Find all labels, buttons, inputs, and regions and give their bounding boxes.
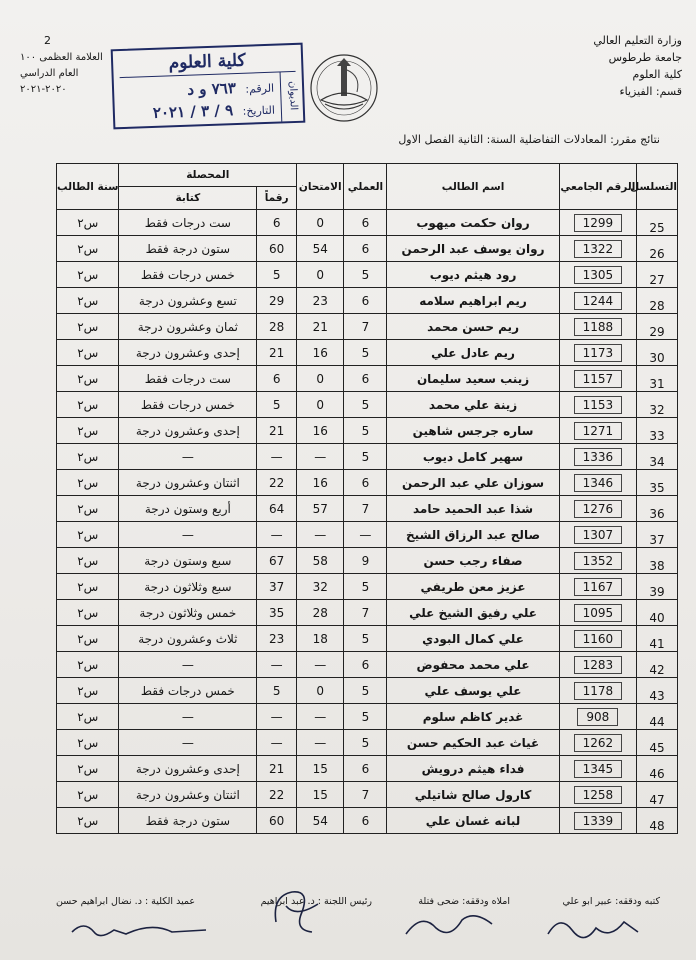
cell-total-words: إحدى وعشرون درجة bbox=[119, 756, 257, 782]
cell-student-year: س٢ bbox=[57, 808, 119, 834]
cell-student-id bbox=[559, 470, 636, 496]
cell-student-name: عزيز معن طريفي bbox=[387, 574, 559, 600]
footer-dictated-by: املاه ودققه: ضحى فتلة bbox=[418, 896, 510, 907]
table-row bbox=[57, 730, 678, 756]
cell-student-year: س٢ bbox=[57, 288, 119, 314]
academic-year: العام الدراسي ٢٠٢٠-٢٠٢١ bbox=[20, 68, 79, 95]
cell-exam: 16 bbox=[297, 340, 344, 366]
col-total-num: رقماً bbox=[257, 187, 297, 210]
table-row bbox=[57, 392, 678, 418]
cell-total-num: — bbox=[257, 652, 297, 678]
table-row bbox=[57, 496, 678, 522]
cell-student-id bbox=[559, 262, 636, 288]
cell-practical: 9 bbox=[344, 548, 387, 574]
stamp-date-value: ٩ / ٣ / ٢٠٢١ bbox=[152, 101, 234, 122]
cell-practical: 5 bbox=[344, 704, 387, 730]
cell-total-words: — bbox=[119, 522, 257, 548]
cell-total-num: 5 bbox=[257, 678, 297, 704]
cell-student-name: صفاء رجب حسن bbox=[387, 548, 559, 574]
table-row bbox=[57, 314, 678, 340]
cell-total-num: — bbox=[257, 704, 297, 730]
cell-student-year: س٢ bbox=[57, 210, 119, 236]
cell-exam: 54 bbox=[297, 236, 344, 262]
cell-exam: — bbox=[297, 652, 344, 678]
cell-student-id bbox=[559, 652, 636, 678]
cell-total-words: إحدى وعشرون درجة bbox=[119, 340, 257, 366]
cell-practical: 6 bbox=[344, 756, 387, 782]
cell-serial: 41 bbox=[637, 626, 678, 652]
cell-serial: 39 bbox=[637, 574, 678, 600]
table-row bbox=[57, 288, 678, 314]
cell-total-words: سبع وثلاثون درجة bbox=[119, 574, 257, 600]
table-row bbox=[57, 418, 678, 444]
student-id-box: 908 bbox=[577, 708, 618, 726]
cell-serial: 47 bbox=[637, 782, 678, 808]
cell-exam: 21 bbox=[297, 314, 344, 340]
cell-exam: 16 bbox=[297, 418, 344, 444]
cell-total-words: — bbox=[119, 730, 257, 756]
student-id-box: 1258 bbox=[574, 786, 623, 804]
cell-student-name: شذا عبد الحميد حامد bbox=[387, 496, 559, 522]
cell-exam: 16 bbox=[297, 470, 344, 496]
signature-dictator-icon bbox=[396, 906, 506, 942]
student-id-box: 1244 bbox=[574, 292, 623, 310]
cell-serial: 30 bbox=[637, 340, 678, 366]
cell-student-id bbox=[559, 756, 636, 782]
cell-practical: 5 bbox=[344, 444, 387, 470]
cell-serial: 40 bbox=[637, 600, 678, 626]
cell-total-words: خمس وثلاثون درجة bbox=[119, 600, 257, 626]
cell-student-id bbox=[559, 340, 636, 366]
student-id-box: 1157 bbox=[574, 370, 623, 388]
cell-student-id bbox=[559, 418, 636, 444]
cell-practical: 7 bbox=[344, 782, 387, 808]
cell-serial: 34 bbox=[637, 444, 678, 470]
cell-serial: 45 bbox=[637, 730, 678, 756]
student-id-box: 1305 bbox=[574, 266, 623, 284]
table-row bbox=[57, 210, 678, 236]
cell-student-id bbox=[559, 366, 636, 392]
student-id-box: 1173 bbox=[574, 344, 623, 362]
cell-total-num: 21 bbox=[257, 756, 297, 782]
cell-student-name: ريم حسن محمد bbox=[387, 314, 559, 340]
cell-serial: 25 bbox=[637, 210, 678, 236]
cell-student-id bbox=[559, 236, 636, 262]
cell-exam: 32 bbox=[297, 574, 344, 600]
cell-total-words: اثنتان وعشرون درجة bbox=[119, 470, 257, 496]
cell-student-id bbox=[559, 626, 636, 652]
col-student-year: سنة الطالب bbox=[57, 164, 119, 210]
cell-student-name: علي محمد محفوض bbox=[387, 652, 559, 678]
cell-student-year: س٢ bbox=[57, 704, 119, 730]
institution-header bbox=[532, 32, 682, 100]
cell-student-name: زينة علي محمد bbox=[387, 392, 559, 418]
cell-exam: 23 bbox=[297, 288, 344, 314]
cell-exam: — bbox=[297, 444, 344, 470]
cell-student-id bbox=[559, 288, 636, 314]
cell-exam: 15 bbox=[297, 756, 344, 782]
student-id-box: 1339 bbox=[574, 812, 623, 830]
cell-total-num: 6 bbox=[257, 210, 297, 236]
cell-total-num: 23 bbox=[257, 626, 297, 652]
cell-practical: 6 bbox=[344, 366, 387, 392]
cell-student-name: سهير كامل ديوب bbox=[387, 444, 559, 470]
table-row bbox=[57, 236, 678, 262]
exam-info bbox=[20, 32, 116, 98]
cell-exam: 15 bbox=[297, 782, 344, 808]
cell-total-words: خمس درجات فقط bbox=[119, 262, 257, 288]
footer-committee-head: رئيس اللجنة : د. عبد ابراهيم bbox=[260, 896, 372, 907]
student-id-box: 1178 bbox=[574, 682, 623, 700]
cell-student-name: فداء هيثم درويش bbox=[387, 756, 559, 782]
table-row bbox=[57, 548, 678, 574]
cell-exam: 28 bbox=[297, 600, 344, 626]
cell-student-year: س٢ bbox=[57, 548, 119, 574]
cell-practical: 5 bbox=[344, 262, 387, 288]
cell-student-id bbox=[559, 730, 636, 756]
cell-serial: 35 bbox=[637, 470, 678, 496]
cell-exam: 54 bbox=[297, 808, 344, 834]
cell-total-num: 60 bbox=[257, 236, 297, 262]
department-name: قسم: الفيزياء bbox=[619, 85, 682, 98]
stamp-side-label: الديوان bbox=[280, 71, 305, 122]
signature-committee-icon bbox=[262, 882, 332, 942]
cell-practical: 5 bbox=[344, 392, 387, 418]
cell-student-name: ريم ابراهيم سلامه bbox=[387, 288, 559, 314]
cell-total-words: خمس درجات فقط bbox=[119, 392, 257, 418]
student-id-box: 1307 bbox=[574, 526, 623, 544]
cell-total-words: ست درجات فقط bbox=[119, 366, 257, 392]
registry-stamp bbox=[111, 43, 306, 130]
cell-student-name: سوزان علي عبد الرحمن bbox=[387, 470, 559, 496]
student-id-box: 1322 bbox=[574, 240, 623, 258]
cell-exam: — bbox=[297, 522, 344, 548]
cell-practical: 5 bbox=[344, 574, 387, 600]
student-id-box: 1188 bbox=[574, 318, 623, 336]
cell-student-id bbox=[559, 444, 636, 470]
cell-student-name: ريم عادل علي bbox=[387, 340, 559, 366]
cell-student-id bbox=[559, 782, 636, 808]
stamp-number-value: ٧٦٣ و د bbox=[186, 79, 237, 99]
cell-student-year: س٢ bbox=[57, 756, 119, 782]
cell-serial: 43 bbox=[637, 678, 678, 704]
stamp-title: كلية العلوم bbox=[119, 47, 296, 78]
cell-serial: 33 bbox=[637, 418, 678, 444]
cell-total-num: 60 bbox=[257, 808, 297, 834]
cell-total-num: — bbox=[257, 444, 297, 470]
cell-student-year: س٢ bbox=[57, 366, 119, 392]
max-grade: العلامة العظمى ١٠٠ bbox=[20, 52, 103, 63]
table-row bbox=[57, 470, 678, 496]
cell-total-num: 67 bbox=[257, 548, 297, 574]
cell-exam: 57 bbox=[297, 496, 344, 522]
cell-total-num: — bbox=[257, 730, 297, 756]
cell-practical: 5 bbox=[344, 340, 387, 366]
cell-student-year: س٢ bbox=[57, 418, 119, 444]
university-logo-icon bbox=[301, 52, 387, 124]
cell-student-name: غياث عبد الحكيم حسن bbox=[387, 730, 559, 756]
cell-total-words: إحدى وعشرون درجة bbox=[119, 418, 257, 444]
cell-total-words: ثلاث وعشرون درجة bbox=[119, 626, 257, 652]
cell-total-num: 5 bbox=[257, 262, 297, 288]
student-id-box: 1345 bbox=[574, 760, 623, 778]
cell-exam: 0 bbox=[297, 392, 344, 418]
student-id-box: 1276 bbox=[574, 500, 623, 518]
cell-student-id bbox=[559, 522, 636, 548]
stamp-date-row bbox=[123, 100, 276, 123]
cell-exam: 58 bbox=[297, 548, 344, 574]
cell-student-name: روان حكمت ميهوب bbox=[387, 210, 559, 236]
cell-student-year: س٢ bbox=[57, 678, 119, 704]
cell-practical: 7 bbox=[344, 314, 387, 340]
col-exam: الامتحان bbox=[297, 164, 344, 210]
cell-practical: 6 bbox=[344, 236, 387, 262]
student-id-box: 1262 bbox=[574, 734, 623, 752]
cell-student-year: س٢ bbox=[57, 496, 119, 522]
table-row bbox=[57, 756, 678, 782]
table-header-row bbox=[57, 164, 678, 187]
col-student-id: الرقم الجامعي bbox=[559, 164, 636, 210]
cell-student-id bbox=[559, 496, 636, 522]
cell-total-words: — bbox=[119, 444, 257, 470]
student-id-box: 1299 bbox=[574, 214, 623, 232]
cell-serial: 48 bbox=[637, 808, 678, 834]
student-id-box: 1336 bbox=[574, 448, 623, 466]
cell-total-num: 6 bbox=[257, 366, 297, 392]
col-total: المحصلة bbox=[119, 164, 297, 187]
cell-student-name: كارول صالح شاتيلي bbox=[387, 782, 559, 808]
cell-student-year: س٢ bbox=[57, 470, 119, 496]
cell-student-id bbox=[559, 392, 636, 418]
cell-total-num: 5 bbox=[257, 392, 297, 418]
student-id-box: 1346 bbox=[574, 474, 623, 492]
cell-serial: 28 bbox=[637, 288, 678, 314]
cell-student-year: س٢ bbox=[57, 262, 119, 288]
cell-practical: 7 bbox=[344, 600, 387, 626]
cell-student-year: س٢ bbox=[57, 444, 119, 470]
cell-exam: 0 bbox=[297, 366, 344, 392]
cell-total-words: تسع وعشرون درجة bbox=[119, 288, 257, 314]
cell-serial: 27 bbox=[637, 262, 678, 288]
cell-total-num: 29 bbox=[257, 288, 297, 314]
cell-practical: — bbox=[344, 522, 387, 548]
cell-student-year: س٢ bbox=[57, 782, 119, 808]
cell-student-year: س٢ bbox=[57, 522, 119, 548]
cell-total-num: 35 bbox=[257, 600, 297, 626]
cell-practical: 6 bbox=[344, 652, 387, 678]
table-row bbox=[57, 444, 678, 470]
cell-serial: 26 bbox=[637, 236, 678, 262]
cell-student-name: لبانه غسان علي bbox=[387, 808, 559, 834]
cell-student-name: روان يوسف عبد الرحمن bbox=[387, 236, 559, 262]
university-name: جامعة طرطوس bbox=[608, 51, 682, 64]
table-row bbox=[57, 366, 678, 392]
table-row bbox=[57, 704, 678, 730]
cell-total-num: 64 bbox=[257, 496, 297, 522]
ministry-name: وزارة التعليم العالي bbox=[593, 34, 682, 47]
footer-dean: عميد الكلية : د. نضال ابراهيم حسن bbox=[56, 896, 196, 907]
cell-serial: 46 bbox=[637, 756, 678, 782]
cell-exam: — bbox=[297, 730, 344, 756]
cell-practical: 5 bbox=[344, 626, 387, 652]
cell-student-name: ساره جرجس شاهين bbox=[387, 418, 559, 444]
cell-practical: 6 bbox=[344, 288, 387, 314]
cell-total-words: اثنتان وعشرون درجة bbox=[119, 782, 257, 808]
cell-practical: 6 bbox=[344, 210, 387, 236]
cell-total-words: ثمان وعشرون درجة bbox=[119, 314, 257, 340]
table-row bbox=[57, 678, 678, 704]
table-row bbox=[57, 262, 678, 288]
cell-student-year: س٢ bbox=[57, 574, 119, 600]
cell-total-words: ستون درجة فقط bbox=[119, 236, 257, 262]
cell-practical: 6 bbox=[344, 808, 387, 834]
cell-total-num: 21 bbox=[257, 340, 297, 366]
signature-writer-icon bbox=[540, 910, 650, 944]
cell-student-id bbox=[559, 210, 636, 236]
student-id-box: 1283 bbox=[574, 656, 623, 674]
cell-student-year: س٢ bbox=[57, 392, 119, 418]
cell-serial: 37 bbox=[637, 522, 678, 548]
student-id-box: 1095 bbox=[574, 604, 623, 622]
cell-serial: 44 bbox=[637, 704, 678, 730]
table-row bbox=[57, 340, 678, 366]
cell-student-id bbox=[559, 808, 636, 834]
cell-serial: 31 bbox=[637, 366, 678, 392]
cell-student-name: رود هيثم ديوب bbox=[387, 262, 559, 288]
cell-student-year: س٢ bbox=[57, 600, 119, 626]
col-total-words: كتابة bbox=[119, 187, 257, 210]
cell-student-id bbox=[559, 574, 636, 600]
cell-total-words: أربع وستون درجة bbox=[119, 496, 257, 522]
cell-student-name: علي رفيق الشيخ علي bbox=[387, 600, 559, 626]
cell-serial: 29 bbox=[637, 314, 678, 340]
table-row bbox=[57, 600, 678, 626]
cell-practical: 5 bbox=[344, 418, 387, 444]
student-id-box: 1160 bbox=[574, 630, 623, 648]
col-serial: التسلسل bbox=[637, 164, 678, 210]
cell-total-num: 22 bbox=[257, 782, 297, 808]
cell-student-name: غدير كاظم سلوم bbox=[387, 704, 559, 730]
cell-student-year: س٢ bbox=[57, 236, 119, 262]
table-body bbox=[57, 210, 678, 834]
cell-serial: 32 bbox=[637, 392, 678, 418]
cell-student-id bbox=[559, 678, 636, 704]
stamp-number-label: الرقم: bbox=[245, 81, 275, 96]
cell-exam: 0 bbox=[297, 210, 344, 236]
cell-total-num: 22 bbox=[257, 470, 297, 496]
footer-written-by: كتبه ودققه: عبير ابو علي bbox=[562, 896, 660, 907]
table-row bbox=[57, 626, 678, 652]
stamp-number-row bbox=[122, 78, 275, 101]
cell-total-num: 21 bbox=[257, 418, 297, 444]
cell-total-words: ستون درجة فقط bbox=[119, 808, 257, 834]
cell-student-id bbox=[559, 704, 636, 730]
student-id-box: 1167 bbox=[574, 578, 623, 596]
table-row bbox=[57, 782, 678, 808]
cell-student-name: زينب سعيد سليمان bbox=[387, 366, 559, 392]
cell-practical: 7 bbox=[344, 496, 387, 522]
cell-total-words: خمس درجات فقط bbox=[119, 678, 257, 704]
cell-student-id bbox=[559, 314, 636, 340]
cell-serial: 38 bbox=[637, 548, 678, 574]
cell-exam: 0 bbox=[297, 678, 344, 704]
cell-total-num: 37 bbox=[257, 574, 297, 600]
cell-student-id bbox=[559, 548, 636, 574]
cell-serial: 36 bbox=[637, 496, 678, 522]
cell-total-words: ست درجات فقط bbox=[119, 210, 257, 236]
cell-student-id bbox=[559, 600, 636, 626]
course-title-line: نتائج مقرر: المعادلات التفاضلية السنة: الثانية الفصل الاول bbox=[398, 133, 660, 146]
cell-exam: — bbox=[297, 704, 344, 730]
cell-total-num: 28 bbox=[257, 314, 297, 340]
cell-practical: 6 bbox=[344, 470, 387, 496]
table-row bbox=[57, 522, 678, 548]
cell-total-num: — bbox=[257, 522, 297, 548]
cell-student-year: س٢ bbox=[57, 730, 119, 756]
cell-student-name: علي يوسف علي bbox=[387, 678, 559, 704]
student-id-box: 1153 bbox=[574, 396, 623, 414]
cell-total-words: — bbox=[119, 704, 257, 730]
col-student-name: اسم الطالب bbox=[387, 164, 559, 210]
page-number: 2 bbox=[44, 34, 51, 47]
cell-exam: 0 bbox=[297, 262, 344, 288]
grades-table bbox=[56, 163, 678, 834]
cell-serial: 42 bbox=[637, 652, 678, 678]
cell-student-year: س٢ bbox=[57, 652, 119, 678]
cell-practical: 5 bbox=[344, 678, 387, 704]
table-row bbox=[57, 808, 678, 834]
college-name: كلية العلوم bbox=[632, 68, 682, 81]
table-row bbox=[57, 574, 678, 600]
cell-student-name: علي كمال البودي bbox=[387, 626, 559, 652]
stamp-date-label: التاريخ: bbox=[242, 103, 276, 118]
cell-total-words: — bbox=[119, 652, 257, 678]
cell-student-name: صالح عبد الرزاق الشيخ bbox=[387, 522, 559, 548]
student-id-box: 1271 bbox=[574, 422, 623, 440]
signature-dean-icon bbox=[66, 914, 216, 944]
table-row bbox=[57, 652, 678, 678]
cell-practical: 5 bbox=[344, 730, 387, 756]
cell-student-year: س٢ bbox=[57, 626, 119, 652]
student-id-box: 1352 bbox=[574, 552, 623, 570]
cell-exam: 18 bbox=[297, 626, 344, 652]
cell-student-year: س٢ bbox=[57, 340, 119, 366]
cell-student-year: س٢ bbox=[57, 314, 119, 340]
cell-total-words: سبع وستون درجة bbox=[119, 548, 257, 574]
col-practical: العملي bbox=[344, 164, 387, 210]
